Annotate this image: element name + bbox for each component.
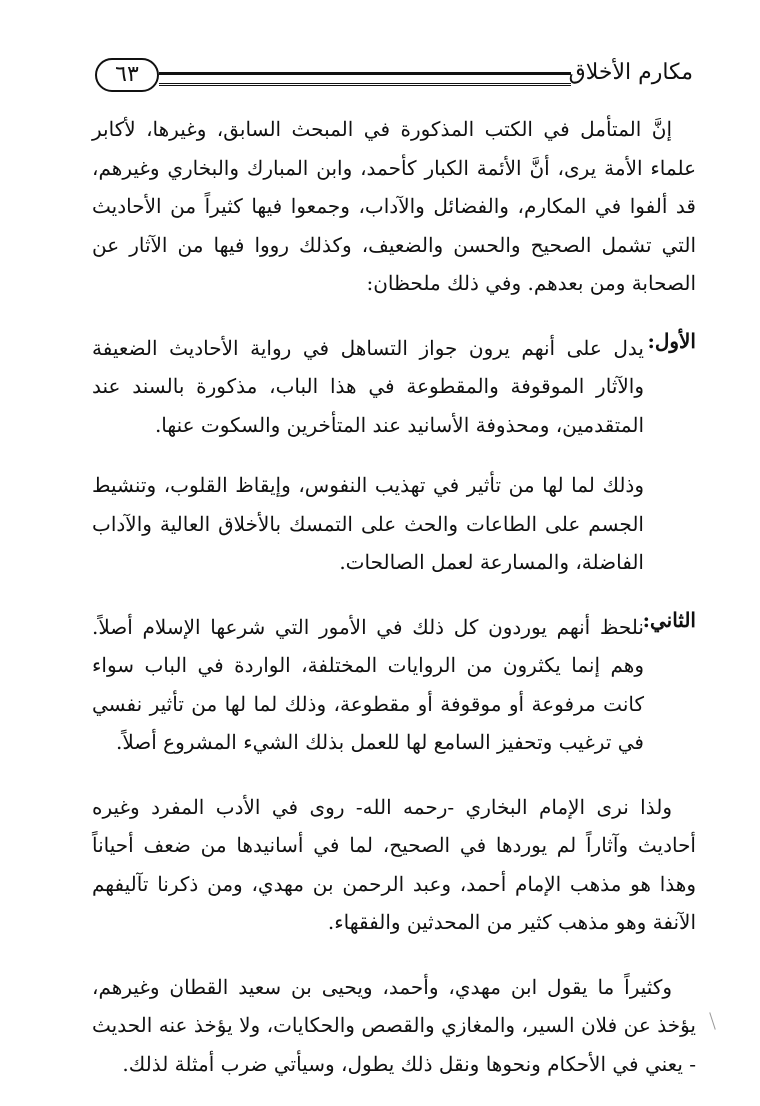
- page-number: ٦٣: [95, 58, 159, 92]
- first-observation-text: يدل على أنهم يرون جواز التساهل في رواية الأحاديث الضعيفة والآثار الموقوفة والمقطوعة في هذا الباب، مذكورة بالسند عند المتقدمين، ومحذوفة الأسانيد عند المتأخرين والسكوت عنها.: [92, 335, 644, 437]
- page-header: [95, 58, 693, 104]
- second-observation-label: الثاني:: [642, 607, 696, 632]
- intro-paragraph: إنَّ المتأمل في الكتب المذكورة في المبحث السابق، وغيرها، لأكابر علماء الأمة يرى، أنَّ الأئمة الكبار كأحمد، وابن المبارك والبخاري وغيرهم، قد ألفوا في المكارم، والفضائل والآداب، وجمعوا فيها كثيراً من الأحاديث التي تشمل الصحيح والحسن والضعيف، وكذلك رووا فيها من الآثار عن الصحابة ومن بعدهم. وفي ذلك ملحظان:: [92, 117, 696, 295]
- margin-mark: [709, 1012, 716, 1029]
- first-observation-continuation: وذلك لما لها من تأثير في تهذيب النفوس، وإيقاظ القلوب، وتنشيط الجسم على الطاعات والحث على التمسك بالأخلاق العالية والآداب الفاضلة، والمسارعة لعمل الصالحات.: [92, 473, 644, 574]
- page-body: [92, 110, 696, 1083]
- bukhari-paragraph: ولذا نرى الإمام البخاري -رحمه الله- روى في الأدب المفرد وغيره أحاديث وآثاراً لم يوردها في الصحيح، لما في أسانيدها من ضعف أحياناً وهذا هو مذهب الإمام أحمد، وعبد الرحمن بن مهدي، ومن ذكرنا تآليفهم الآنفة وهو مذهب كثير من المحدثين والفقهاء.: [92, 794, 696, 934]
- second-observation: [92, 608, 696, 762]
- first-observation: [92, 329, 696, 582]
- header-rule: [159, 72, 571, 84]
- closing-paragraph: وكثيراً ما يقول ابن مهدي، وأحمد، ويحيى بن سعيد القطان وغيرهم، يؤخذ عن فلان السير، والمغازي والقصص والحكايات، ولا يؤخذ عنه الحديث - يعني في الأحكام ونحوها ونقل ذلك يطول، وسيأتي ضرب أمثلة لذلك.: [92, 974, 696, 1076]
- second-observation-text: نلحظ أنهم يوردون كل ذلك في الأمور التي شرعها الإسلام أصلاً. وهم إنما يكثرون من الروايات المختلفة، الواردة في الباب سواء كانت مرفوعة أو موقوفة أو مقطوعة، وذلك لما لها من تأثير نفسي في ترغيب وتحفيز السامع لها للعمل بذلك الشيء المشروع أصلاً.: [92, 614, 644, 754]
- running-title: مكارم الأخلاق: [568, 60, 693, 85]
- first-observation-label: الأول:: [647, 328, 696, 353]
